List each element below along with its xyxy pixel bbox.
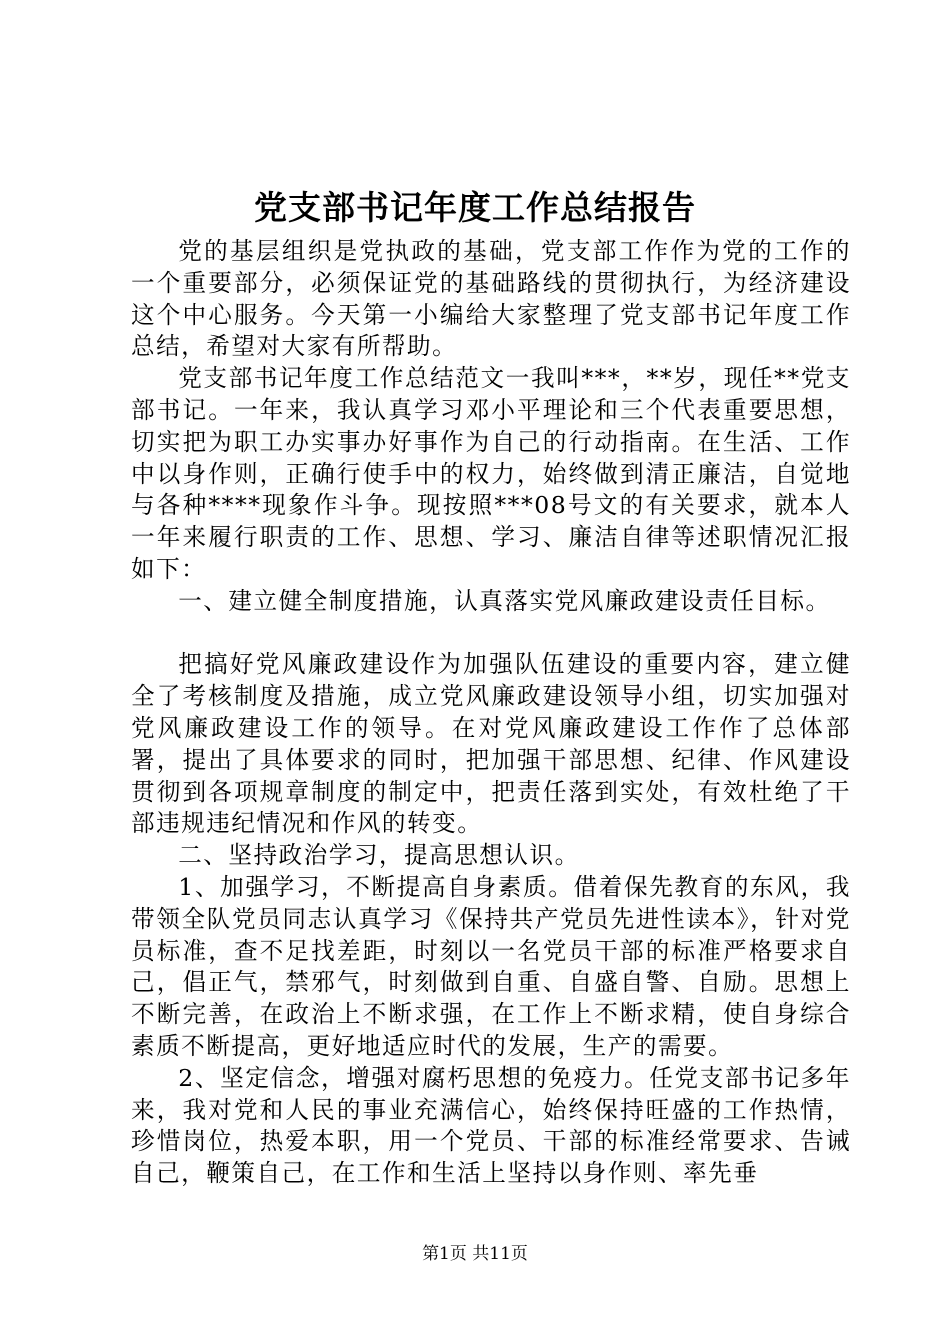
- section-heading-2: 二、坚持政治学习，提高思想认识。: [178, 841, 580, 870]
- document-body: [131, 236, 851, 1190]
- section-heading-1: 一、建立健全制度措施，认真落实党风廉政建设责任目标。: [178, 586, 831, 615]
- paragraph-intro: 党的基层组织是党执政的基础，党支部工作作为党的工作的一个重要部分，必须保证党的基础路线的贯彻执行，为经济建设这个中心服务。今天第一小编给大家整理了党支部书记年度工作总结，希望对大家有所帮助。: [131, 237, 851, 361]
- paragraph-party-conduct: 把搞好党风廉政建设作为加强队伍建设的重要内容，建立健全了考核制度及措施，成立党风廉政建设领导小组，切实加强对党风廉政建设工作的领导。在对党风廉政建设工作作了总体部署，提出了具体要求的同时，把加强干部思想、纪律、作风建设贯彻到各项规章制度的制定中，把责任落到实处，有效杜绝了干部违规违纪情况和作风的转变。: [131, 650, 851, 838]
- document-title: 党支部书记年度工作总结报告: [254, 188, 696, 227]
- paragraph-study: 1、加强学习，不断提高自身素质。借着保先教育的东风，我带领全队党员同志认真学习《保持共产党员先进性读本》，针对党员标准，查不足找差距，时刻以一名党员干部的标准严格要求自己，倡正气，禁邪气，时刻做到自重、自盛自警、自励。思想上不断完善，在政治上不断求强，在工作上不断求精，使自身综合素质不断提高，更好地适应时代的发展，生产的需要。: [131, 872, 851, 1060]
- paragraph-self-introduction: 党支部书记年度工作总结范文一我叫***，**岁，现任**党支部书记。一年来，我认真学习邓小平理论和三个代表重要思想，切实把为职工办实事办好事作为自己的行动指南。在生活、工作中以身作则，正确行使手中的权力，始终做到清正廉洁，自觉地与各种****现象作斗争。现按照***08号文的有关要求，就本人一年来履行职责的工作、思想、学习、廉洁自律等述职情况汇报如下：: [131, 364, 851, 583]
- paragraph-belief: 2、坚定信念，增强对腐朽思想的免疫力。任党支部书记多年来，我对党和人民的事业充满信心，始终保持旺盛的工作热情，珍惜岗位，热爱本职，用一个党员、干部的标准经常要求、告诫自己，鞭策自己，在工作和生活上坚持以身作则、率先垂: [131, 1063, 851, 1188]
- page-indicator: 第1页 共11页: [422, 1244, 528, 1264]
